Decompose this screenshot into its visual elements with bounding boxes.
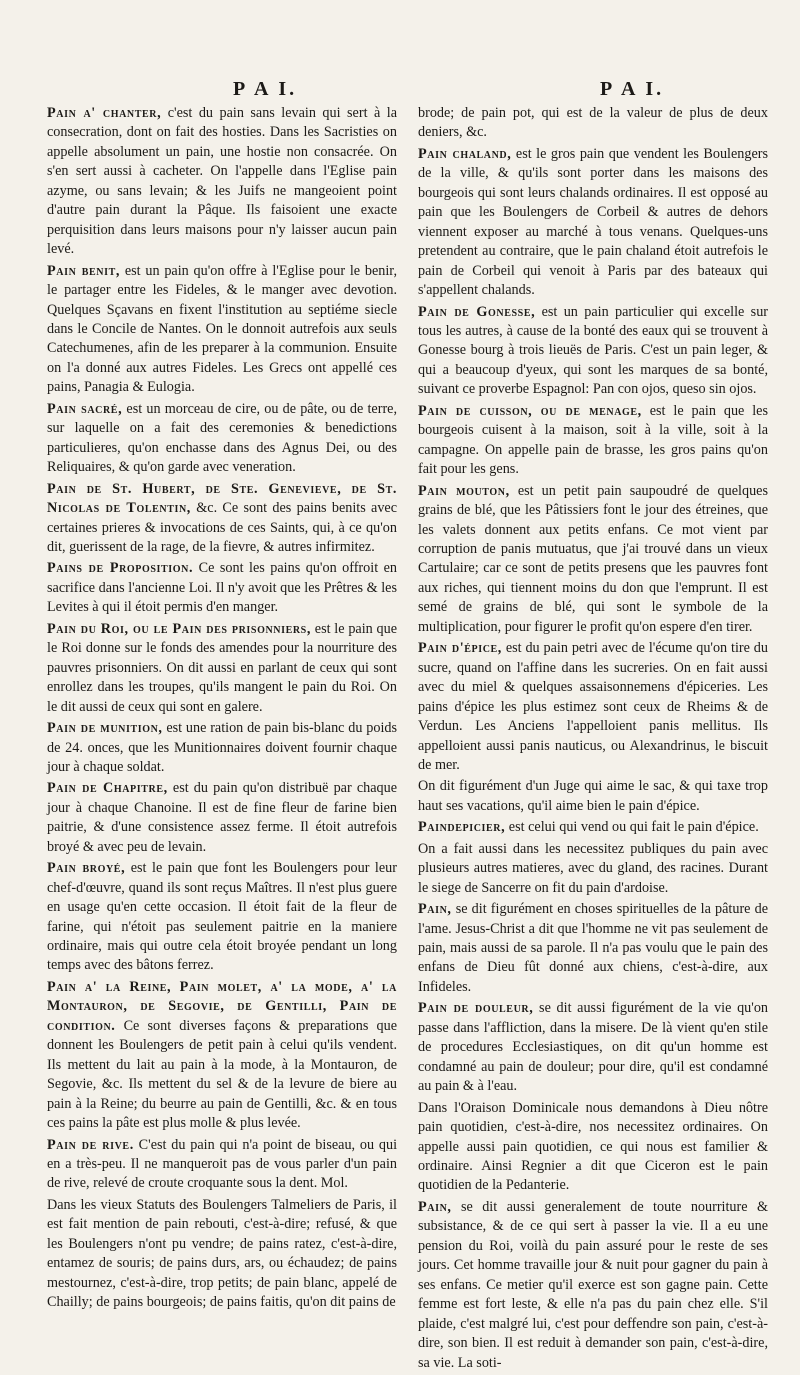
entry-headword: Pain, [418, 901, 452, 918]
entry-headword: Pain du Roi, ou le Pain des prisonniers, [47, 620, 311, 637]
dictionary-entry [418, 402, 768, 480]
entry-headword: Pain broyé, [47, 860, 126, 877]
dictionary-entry [418, 999, 768, 1096]
entry-text: est un morceau de cire, ou de pâte, ou de terre, sur laquelle on a fait des ceremonies & benedictions particulieres, qu'on enchasse dans des Agnus Dei, ou des Reliquaires, & qu'on garde avec veneration. [47, 400, 398, 476]
entry-text: Dans l'Oraison Dominicale nous demandons à Dieu nôtre pain quotidien, c'est-à-dire, nos necessitez ordinaires. On appelle aussi pain quotidien, ce qui nous est familier & ordinaire. Ainsi Regnier a dit que Ciceron est le pain quotidien de la Pedanterie. [418, 1099, 768, 1194]
entry-headword: Pain de St. Hubert, de Ste. Genevieve, de St. Nicolas de Tolentin, [47, 480, 397, 517]
left-column [47, 104, 397, 1315]
entry-text: est le gros pain que vendent les Boulengers de la ville, & qu'ils sont porter dans les maisons des bourgeois qui sont leurs chalands ordinaires. Il est opposé au pain que les Boulengers de Corbeil & autres de dehors viennent exposer au marché à tous venans. Quelques-uns pretendent au contraire, que le pain chaland étoit autrefois le pain de Corbeil qui venoit à Paris par des bateaux qui s'appellent chalands. [418, 145, 769, 299]
entry-text: est un petit pain saupoudré de quelques grains de blé, que les Pâtissiers font le jour des étreines, que les valets donnent aux petits enfans. Ce mot vient par corruption de panis mutuatus, que j'ai trouvé dans un vieux Cartulaire; car ce sont de petits presens que les pauvres font aux riches, qui tiennent moins du don que l'emprunt. Il est semé de grains de blé, qui sont le symbole de la multiplication, pour figurer le profit qu'on espere d'en tirer. [418, 482, 768, 635]
dictionary-entry [418, 104, 768, 143]
entry-text: est le pain que les bourgeois cuisent à la maison, soit à la ville, soit à la campagne. On appelle pain de brasse, les gros pains qu'on fait pour les gens. [418, 402, 768, 478]
entry-text: est du pain qu'on distribuë par chaque jour à chaque Chanoine. Il est de fine fleur de farine bien paitrie, & d'une consistence assez ferme. Il étoit autrefois broyé & avec peu de levain. [47, 780, 398, 855]
entry-headword: Pain de douleur, [418, 1000, 534, 1017]
entry-headword: Pain sacré, [47, 400, 123, 417]
entry-text: est un pain qu'on offre à l'Eglise pour le benir, le partager entre les Fideles, & le manger avec devotion. Quelques Sçavans en fixent l'institution au septiéme siecle dans le Concile de Nantes. On le donnoit autrefois aux seuls Catechumenes, afin de les preparer à la communion. Ensuite on l'a donné aux autres Fideles. Les Grecs ont appellé ces pains, Panagia & Eulogia. [47, 262, 398, 396]
right-column [418, 104, 768, 1375]
dictionary-entry [418, 818, 768, 837]
dictionary-entry [47, 480, 397, 558]
entry-text: est le pain que le Roi donne sur le fonds des amendes pour la nourriture des pauvres prisonniers. On dit aussi en parlant de ceux qui sont enrollez dans les troupes, qu'ils mangent le pain du Roi. On le dit aussi de ceux qui sont en galere. [47, 620, 398, 715]
dictionary-entry [418, 1198, 768, 1373]
entry-headword: Pain benit, [47, 262, 121, 279]
entry-headword: Pain a' la Reine, Pain molet, a' la mode, a' la Montauron, de Segovie, de Gentilli, Pain de condition. [47, 978, 397, 1034]
entry-headword: Pain de Chapitre, [47, 780, 168, 797]
entry-text: C'est du pain qui n'a point de biseau, ou qui en a très-peu. Il ne manqueroit pas de vous parler d'un pain de rive, relevé de croute croquante sous la dent. Mol. [47, 1136, 398, 1192]
dictionary-entry [47, 978, 397, 1134]
dictionary-entry [418, 777, 768, 816]
entry-text: Ce sont diverses façons & preparations que donnent les Boulengers de petit pain à celui qu'ils vendent. Ils mettent du lait au pain à la mode, à la Montauron, de Segovie, &c. Ils mettent du sel & de la levure de biere au pain à la Reine; du beurre au pain de Gentilli, &c. & en tous ces pains la pâte est plus molle & plus levée. [47, 1017, 397, 1132]
entry-headword: Pain a' chanter, [47, 105, 162, 121]
entry-headword: Paindepicier, [418, 819, 506, 836]
entry-headword: Pain mouton, [418, 482, 510, 499]
dictionary-entry [47, 104, 397, 260]
running-header [0, 78, 800, 106]
entry-text: se dit figurément en choses spirituelles de la pâture de l'ame. Jesus-Christ a dit que l'homme ne vit pas seulement de pain, mais aussi de sa parole. Il n'a pas voulu que le pain des enfans de Dieu fût donné aux chiens, c'est-à-dire, aux Infideles. [418, 901, 769, 995]
dictionary-entry [418, 639, 768, 775]
entry-headword: Pains de Proposition. [47, 560, 194, 577]
entry-text: brode; de pain pot, qui est de la valeur de plus de deux deniers, &c. [418, 105, 768, 141]
entry-text: se dit aussi figurément de la vie qu'on passe dans l'affliction, dans la misere. De là vient qu'en stile de procedures Ecclesiastiques, on dit qu'un homme est condamné au pain de douleur; pour dire, qu'il est condamné au pain & à l'eau. [418, 1000, 769, 1095]
entry-text: est un pain particulier qui excelle sur tous les autres, à cause de la bonté des eaux qui se trouvent à Gonesse bourg à trois lieuës de Paris. C'est un pain leger, & qui a beaucoup d'yeux, qui sont les marques de sa bonté, suivant ce proverbe Espagnol: Pan con ojos, queso sin ojos. [418, 303, 769, 398]
dictionary-entry [47, 620, 397, 717]
dictionary-entry [47, 559, 397, 617]
entry-text: se dit aussi generalement de toute nourriture & subsistance, & de ce qui sert à passer la vie. Il a eu une pension du Roi, voilà du pain assuré pour le reste de ses jours. Cet homme travaille jour & nuit pour gagner du pain à ses enfans. Ce metier qu'il exerce est son gagne pain. Cette femme est fort leste, & elle n'a pas du pain chez elle. S'il plaide, c'est malgré lui, c'est pour deffendre son pain, c'est-à-dire, son bien. Il est reduit à demander son pain, c'est-à-dire, sa vie. La soti- [418, 1198, 769, 1371]
dictionary-entry [418, 303, 768, 400]
entry-text: Ce sont les pains qu'on offroit en sacrifice dans l'ancienne Loi. Il n'y avoit que les Prêtres & les Levites à qui il étoit permis d'en manger. [47, 560, 398, 616]
dictionary-entry [47, 719, 397, 777]
dictionary-entry [418, 840, 768, 898]
dictionary-entry [47, 1196, 397, 1313]
entry-headword: Pain chaland, [418, 145, 512, 162]
running-head-left: P A I. [233, 78, 298, 100]
dictionary-entry [47, 859, 397, 976]
running-head-right: P A I. [600, 78, 665, 100]
dictionary-entry [418, 900, 768, 997]
entry-text: est une ration de pain bis-blanc du poids de 24. onces, que les Munitionnaires doivent fournir chaque jour à chaque soldat. [47, 720, 397, 775]
dictionary-entry [418, 1099, 768, 1196]
entry-text: On a fait aussi dans les necessitez publiques du pain avec plusieurs autres matieres, avec du gland, des racines. Durant le siege de Sancerre on fit du pain d'ardoise. [418, 840, 768, 896]
entry-text: Dans les vieux Statuts des Boulengers Talmeliers de Paris, il est fait mention de pain rebouti, c'est-à-dire; refusé, & que les Boulengers n'ont pu vendre; de pains ratez, c'est-à-dire, entamez de souris; de pains durs, ars, ou échaudez; de pains mestournez, c'est-à-dire, trop petits; de pain blanc, appelé de Chailly; de pains bourgeois; de pains faitis, qu'on dit pains de [47, 1196, 397, 1311]
entry-headword: Pain de munition, [47, 720, 163, 737]
entry-text: &c. Ce sont des pains benits avec certaines prieres & invocations de ces Saints, qui, à ce qu'on dit, guerissent de la rage, de la fievre, & autres infirmitez. [47, 500, 398, 555]
dictionary-entry [47, 1136, 397, 1194]
entry-headword: Pain d'épice, [418, 640, 502, 657]
dictionary-entry [418, 482, 768, 638]
entry-text: est celui qui vend ou qui fait le pain d'épice. [508, 819, 759, 836]
entry-headword: Pain de cuisson, ou de menage, [418, 402, 642, 419]
dictionary-entry [47, 400, 397, 478]
entry-text: On dit figurément d'un Juge qui aime le sac, & qui taxe trop haut ses vacations, qu'il aime bien le pain d'épice. [418, 778, 768, 814]
dictionary-entry [418, 145, 768, 301]
dictionary-entry [47, 779, 397, 857]
entry-text: est le pain que font les Boulengers pour leur chef-d'œuvre, quand ils sont reçus Maîtres. Il n'est plus guere en usage qu'en cette occasion. Il étoit fait de la fleur de farine, qui n'étoit pas seulement paitrie en la maniere ordinaire, mais qui outre cela étoit broyée pendant un long temps avec des bâtons ferrez. [47, 860, 397, 974]
entry-text: est du pain petri avec de l'écume qu'on tire du sucre, quand on l'affine dans les sucreries. On en fait aussi avec du miel & quelques assaisonnemens d'épiceries. Les pains d'épice les plus estimez sont ceux de Rheims & de Verdun. Les Anciens l'appelloient panis mellitus. Ils appelloient aussi panis nauticus, ou Alexandrinus, le biscuit de mer. [418, 640, 768, 773]
entry-headword: Pain de rive. [47, 1136, 134, 1153]
entry-headword: Pain de Gonesse, [418, 303, 536, 320]
entry-text: c'est du pain sans levain qui sert à la consecration, dont on fait des hosties. Dans les Sacristies on appelle absolument un pain, une hostie non consacrée. On s'en sert aussi à cacheter. On l'appelle dans l'Eglise pain azyme, ou sans levain; & les Juifs ne mangeoient point d'autre pain durant la Pâque. Ils faisoient une exacte perquisition dans leurs maisons pour n'y laisser aucun pain levé. [47, 105, 397, 258]
dictionary-entry [47, 262, 397, 398]
entry-headword: Pain, [418, 1198, 452, 1215]
